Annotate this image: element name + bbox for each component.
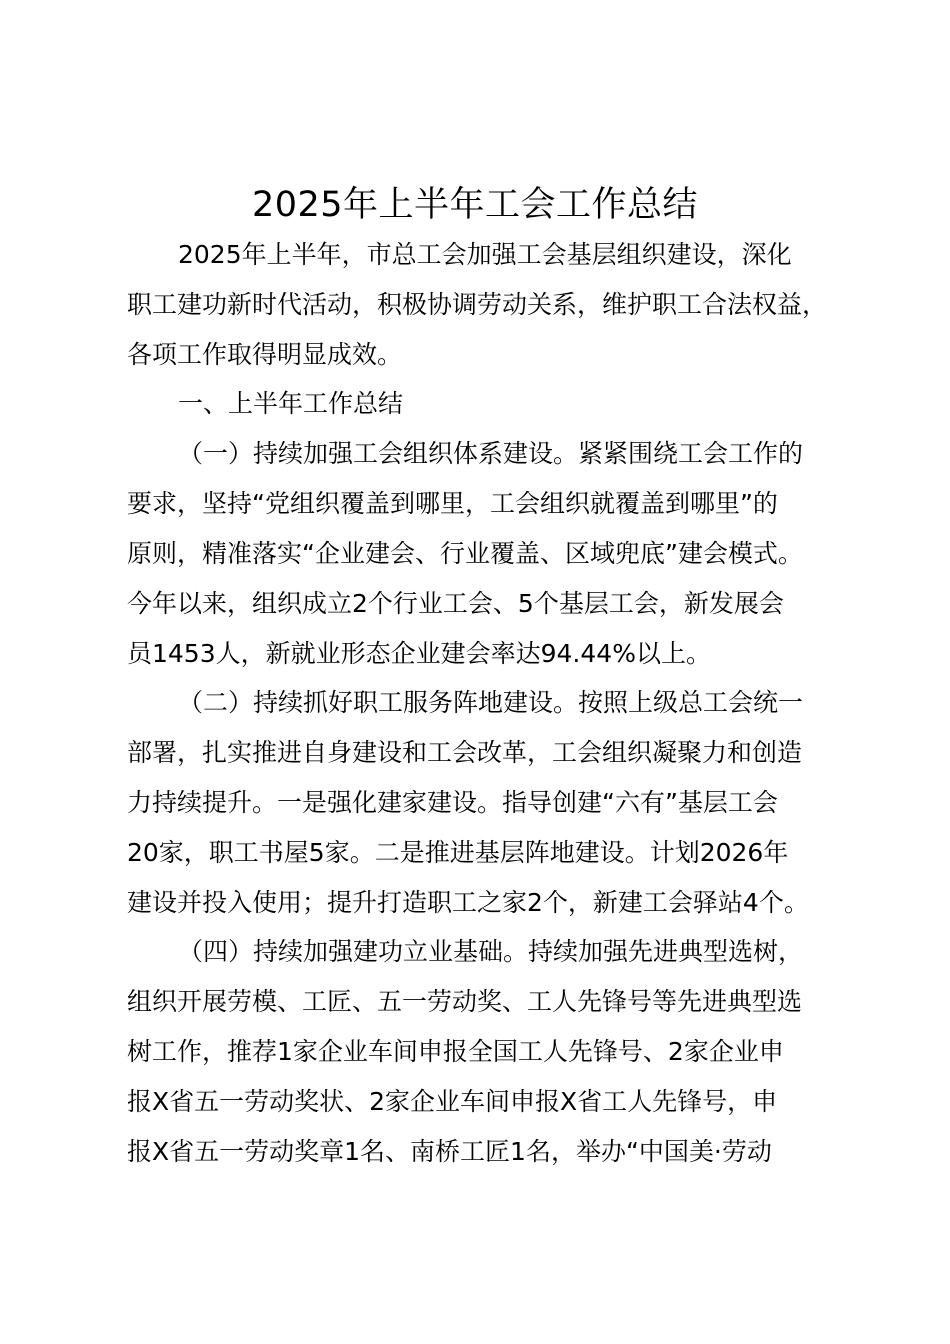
document-title: 2025年上半年工会工作总结 — [251, 185, 699, 225]
paragraph-line: 20家，职工书屋5家。二是推进基层阵地建设。计划2026年 — [127, 838, 789, 867]
paragraph-line: （四）持续加强建功立业基础。持续加强先进典型选树， — [178, 937, 804, 966]
paragraph-line: 报X省五一劳动奖状、2家企业车间申报X省工人先锋号，申 — [127, 1087, 778, 1116]
paragraph-line: 原则，精准落实“企业建会、行业覆盖、区域兜底”建会模式。 — [127, 539, 803, 568]
paragraph-line: （一）持续加强工会组织体系建设。紧紧围绕工会工作的 — [178, 439, 804, 468]
paragraph-line: 要求，坚持“党组织覆盖到哪里，工会组织就覆盖到哪里”的 — [127, 489, 778, 518]
paragraph-line: 2025年上半年，市总工会加强工会基层组织建设，深化 — [178, 240, 792, 269]
paragraph-line: 报X省五一劳动奖章1名、南桥工匠1名，举办“中国美·劳动 — [127, 1137, 772, 1166]
paragraph-line: 组织开展劳模、工匠、五一劳动奖、工人先锋号等先进典型选 — [127, 987, 803, 1016]
paragraph-line: 力持续提升。一是强化建家建设。指导创建“六有”基层工会 — [127, 788, 778, 817]
paragraph-line: 职工建功新时代活动，积极协调劳动关系，维护职工合法权益， — [127, 290, 828, 319]
paragraph-line: 部署，扎实推进自身建设和工会改革，工会组织凝聚力和创造 — [127, 738, 803, 767]
paragraph-line: 建设并投入使用；提升打造职工之家2个，新建工会驿站4个。 — [127, 888, 809, 917]
paragraph-line: 今年以来，组织成立2个行业工会、5个基层工会，新发展会 — [127, 589, 784, 618]
paragraph-line: （二）持续抓好职工服务阵地建设。按照上级总工会统一 — [178, 688, 804, 717]
paragraph-line: 各项工作取得明显成效。 — [127, 340, 403, 369]
section-heading: 一、上半年工作总结 — [178, 389, 404, 418]
paragraph-line: 树工作，推荐1家企业车间申报全国工人先锋号、2家企业申 — [127, 1037, 784, 1066]
paragraph-line: 员1453人，新就业形态企业建会率达94.44%以上。 — [127, 639, 711, 668]
